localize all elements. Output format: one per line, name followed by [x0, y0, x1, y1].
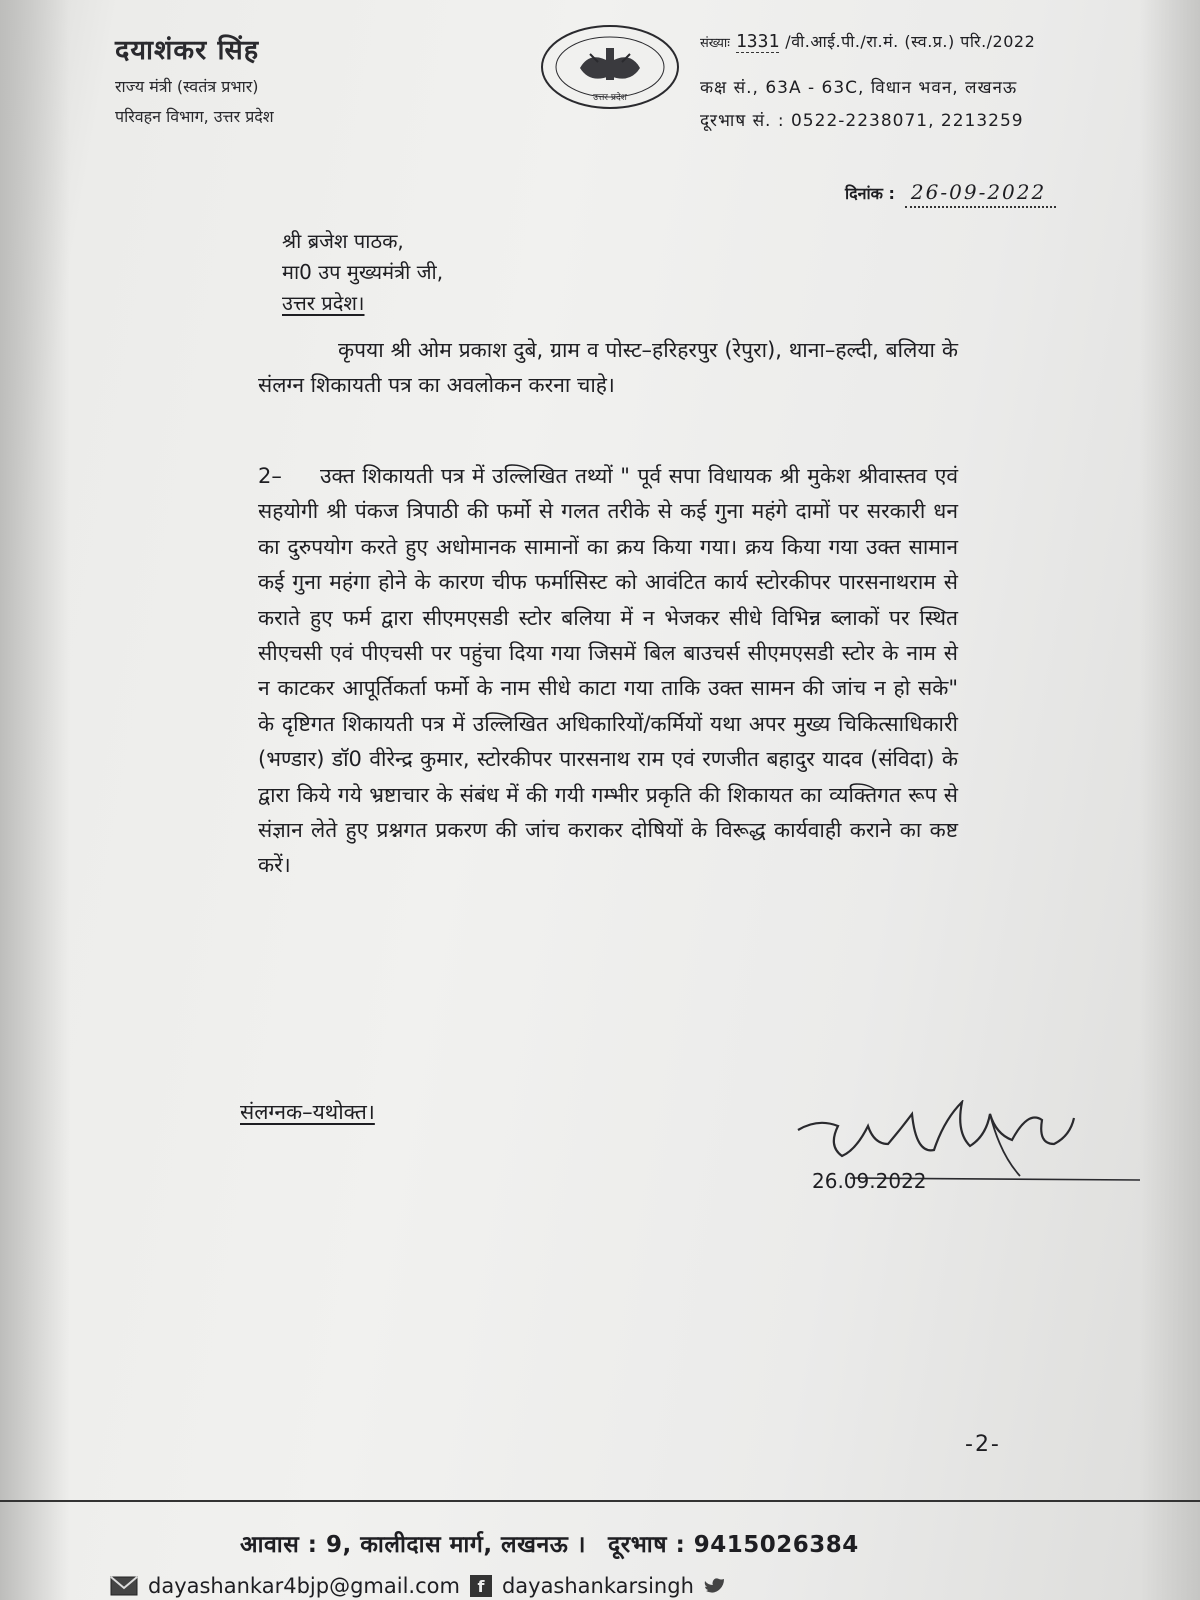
footer-contacts [110, 1574, 726, 1598]
addressee-block [282, 226, 443, 319]
signature-date: 26.09.2022 [812, 1169, 927, 1193]
addressee-line-2: मा0 उप मुख्यमंत्री जी, [282, 260, 444, 284]
sender-department: परिवहन विभाग, उत्तर प्रदेश [115, 107, 274, 126]
sender-designation: राज्य मंत्री (स्वतंत्र प्रभार) [115, 77, 259, 96]
body-paragraph-1: कृपया श्री ओम प्रकाश दुबे, ग्राम व पोस्ट–हरिहरपुर (रेपुरा), थाना–हल्दी, बलिया के संलग्न शिकायती पत्र का अवलोकन करना चाहे। [258, 338, 958, 397]
reference-label: संख्याः [700, 36, 730, 51]
body-paragraph-2 [258, 459, 958, 884]
scan-shadow-left [0, 0, 70, 1600]
enclosure-note: संलग्नक–यथोक्त। [240, 1100, 375, 1124]
footer-address [240, 1527, 859, 1559]
twitter-icon [704, 1577, 726, 1595]
paragraph-2-text: उक्त शिकायती पत्र में उल्लिखित तथ्यों " पूर्व सपा विधायक श्री मुकेश श्रीवास्तव एवं सहयोगी श्री पंकज त्रिपाठी की फर्मो से गलत तरीके से कई गुना महंगे दामों पर सरकारी धन का दुरुपयोग करते हुए अधोमानक सामानों का क्रय किया गया। क्रय किया गया उक्त सामान कई गुना महंगा होने के कारण चीफ फर्मासिस्ट को आवंटित कार्य स्टोरकीपर पारसनाथराम से कराते हुए फर्म द्वारा सीएमएसडी स्टोर बलिया में न भेजकर सीधे विभिन्न ब्लाकों पर स्थित सीएचसी एवं पीएचसी पर पहुंचा दिया गया जिसमें बिल बाउचर्स सीएमएसडी स्टोर के नाम से न काटकर आपूर्तिकर्ता फर्मो के नाम सीधे काटा गया ताकि उक्त सामन की जांच न हो सके" के दृष्टिगत शिकायती पत्र में उल्लिखित अधिकारियों/कर्मियों यथा अपर मुख्य चिकित्साधिकारी (भण्डार) डॉ0 वीरेन्द्र कुमार, स्टोरकीपर पारसनाथ राम एवं रणजीत बहादुर यादव (संविदा) के द्वारा किये गये भ्रष्टाचार के संबंध में की गयी गम्भीर प्रकृति की शिकायत का व्यक्तिगत रूप से संज्ञान लेते हुए प्रश्नगत प्रकरण की जांच कराकर दोषियों के विरूद्ध कार्यवाही कराने का कष्ट करें। [258, 464, 958, 878]
page-number: -2- [965, 1432, 1001, 1457]
up-state-emblem-icon [540, 24, 680, 110]
paragraph-number: 2– [258, 464, 282, 488]
addressee-line-3: उत्तर प्रदेश। [282, 291, 365, 315]
sender-name: दयाशंकर सिंह [115, 35, 260, 66]
reference-number: 1331 [735, 31, 780, 52]
office-phone: दूरभाष सं. : 0522-2238071, 2213259 [700, 111, 1024, 131]
handwritten-signature [790, 1100, 1170, 1210]
letterhead-sender [115, 30, 274, 127]
date-value: 26-09-2022 [905, 180, 1056, 208]
addressee-line-1: श्री ब्रजेश पाठक, [282, 229, 404, 253]
reference-suffix: /वी.आई.पी./रा.मं. (स्व.प्र.) परि./2022 [785, 32, 1036, 51]
date-label: दिनांक : [845, 184, 895, 203]
footer-mobile: दूरभाष : 9415026384 [608, 1532, 859, 1558]
letter-date [845, 180, 1056, 208]
facebook-icon: f [470, 1575, 492, 1597]
footer-residence: आवास : 9, कालीदास मार्ग, लखनऊ । [240, 1532, 587, 1558]
footer-facebook[interactable]: dayashankarsingh [501, 1574, 694, 1598]
letterhead-reference [700, 30, 1120, 131]
emblem-caption: उत्तर प्रदेश [593, 93, 627, 103]
mail-icon [110, 1576, 138, 1596]
reference-row [700, 30, 1120, 53]
footer-email[interactable]: dayashankar4bjp@gmail.com [148, 1574, 460, 1598]
scan-shadow-right [1140, 0, 1200, 1600]
footer-divider [0, 1500, 1200, 1502]
office-address: कक्ष सं., 63A - 63C, विधान भवन, लखनऊ [700, 78, 1018, 98]
